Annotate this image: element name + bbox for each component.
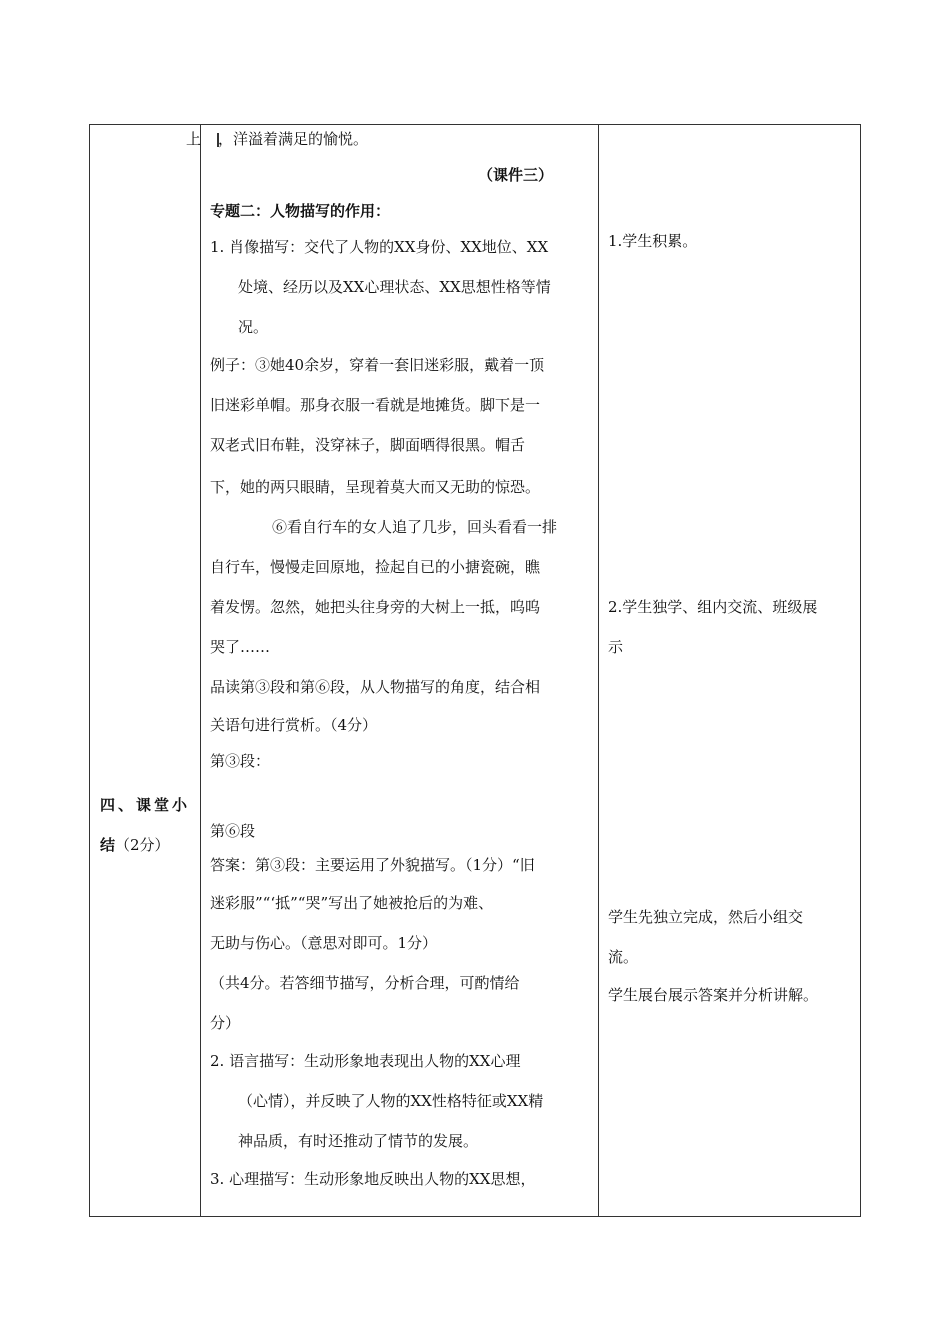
mid-line-27: 3. 心理描写：生动形象地反映出人物的XX思想， [210, 1170, 536, 1188]
right-line-2: 2.学生独学、组内交流、班级展 [608, 598, 818, 616]
mid-line-04: 1. 肖像描写：交代了人物的XX身份、XX地位、XX [210, 238, 549, 256]
right-line-3: 示 [608, 638, 624, 656]
mid-line-08: 旧迷彩单帽。那身衣服一看就是地摊货。脚下是一 [210, 396, 541, 414]
mid-line-17: 第③段： [210, 752, 271, 770]
mid-line-09: 双老式旧布鞋，没穿袜子，脚面晒得很黑。帽舌 [210, 436, 526, 454]
mid-line-25: （心情），并反映了人物的XX性格特征或XX精 [238, 1092, 544, 1110]
right-line-1: 1.学生积累。 [608, 232, 698, 250]
left-top-fragment: 上 [186, 130, 202, 148]
mid-line-10: 下，她的两只眼睛，呈现着莫大而又无助的惊恐。 [210, 478, 541, 496]
mid-line-12: 自行车，慢慢走回原地，捡起自已的小搪瓷碗，瞧 [210, 558, 541, 576]
column-divider-right [598, 125, 599, 1216]
mid-line-24: 2. 语言描写：生动形象地表现出人物的XX心理 [210, 1052, 521, 1070]
mid-line-21: 无助与伤心。（意思对即可。1分） [210, 934, 438, 952]
mid-line-06: 况。 [238, 318, 269, 336]
column-divider-left [200, 125, 201, 1216]
section-title: 四、课堂小 [100, 796, 191, 814]
mid-line-01: ，洋溢着满足的愉悦。 [218, 130, 369, 148]
right-line-4: 学生先独立完成，然后小组交 [608, 908, 804, 926]
mid-line-19: 答案：第③段：主要运用了外貌描写。（1分）“旧 [210, 856, 535, 874]
mid-line-14: 哭了…… [210, 638, 271, 656]
courseware-label: （课件三） [478, 166, 554, 184]
mid-line-26: 神品质，有时还推动了情节的发展。 [238, 1132, 479, 1150]
mid-line-16: 关语句进行赏析。（4分） [210, 716, 378, 734]
mid-line-18: 第⑥段 [210, 822, 256, 840]
mid-line-23: 分） [210, 1014, 241, 1032]
mid-line-15: 品读第③段和第⑥段，从人物描写的角度，结合相 [210, 678, 541, 696]
mid-line-05: 处境、经历以及XX心理状态、XX思想性格等情 [238, 278, 551, 296]
section-title-line2: 结（2分） [100, 836, 170, 854]
mid-line-20: 迷彩服”“‘抵”“哭”写出了她被抢后的为难、 [210, 894, 494, 912]
mid-line-11: ⑥看自行车的女人追了几步，回头看看一排 [272, 518, 558, 536]
mid-line-07: 例子：③她40余岁，穿着一套旧迷彩服，戴着一顶 [210, 356, 545, 374]
section-score: （2分） [115, 836, 170, 854]
right-line-5: 流。 [608, 948, 639, 966]
lesson-table [89, 124, 861, 1217]
mid-line-13: 着发愣。忽然，她把头往身旁的大树上一抵，呜呜 [210, 598, 541, 616]
topic-heading: 专题二：人物描写的作用： [210, 202, 391, 220]
right-line-6: 学生展台展示答案并分析讲解。 [608, 986, 819, 1004]
mid-line-22: （共4分。若答细节描写，分析合理，可酌情给 [210, 974, 520, 992]
